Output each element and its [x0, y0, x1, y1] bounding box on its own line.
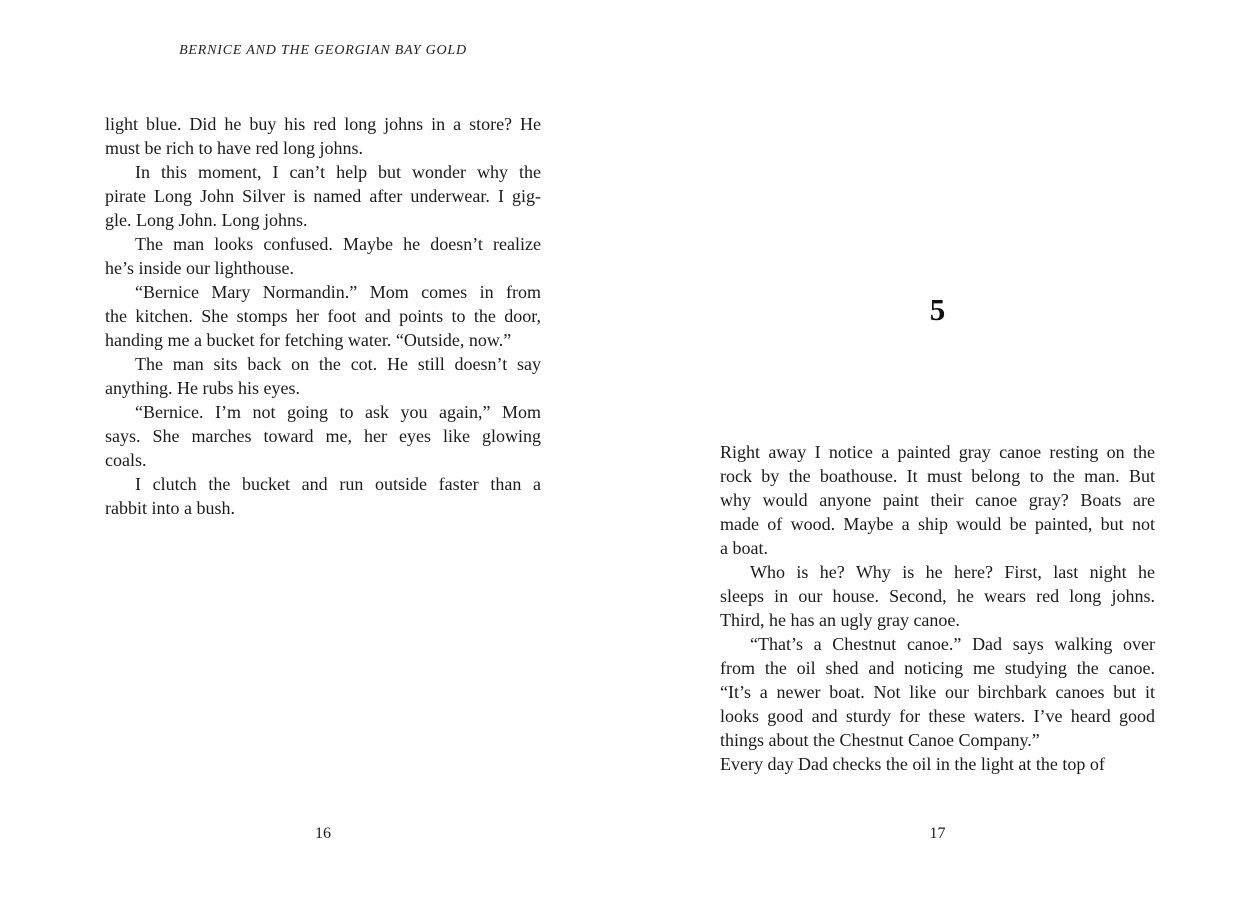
text-line: sleeps in our house. Second, he wears red long johns. — [720, 586, 1155, 606]
page-number-16: 16 — [315, 825, 331, 842]
paragraph — [720, 752, 1155, 776]
text-line: rabbit into a bush. — [105, 498, 235, 518]
paragraph — [105, 352, 541, 400]
text-line: a boat. — [720, 538, 768, 558]
page-number-17: 17 — [929, 825, 946, 842]
text-line: “Bernice. I’m not going to ask you again,” Mom — [135, 402, 541, 422]
text-line: why would anyone paint their canoe gray? Boats are — [720, 490, 1155, 510]
text-line: says. She marches toward me, her eyes like glowing — [105, 426, 541, 446]
paragraph — [720, 632, 1155, 752]
text-line: looks good and sturdy for these waters. I’ve heard good — [720, 706, 1155, 726]
text-line: from the oil shed and noticing me studying the canoe. — [720, 658, 1155, 678]
paragraph — [105, 232, 541, 280]
text-line: pirate Long John Silver is named after underwear. I gig- — [105, 186, 541, 206]
text-line: anything. He rubs his eyes. — [105, 378, 300, 398]
text-line: The man looks confused. Maybe he doesn’t realize — [135, 234, 541, 254]
text-line: “It’s a newer boat. Not like our birchbark canoes but it — [720, 682, 1155, 702]
chapter-number: 5 — [929, 292, 946, 327]
text-line: handing me a bucket for fetching water. “Outside, now.” — [105, 330, 512, 350]
text-line: “That’s a Chestnut canoe.” Dad says walking over — [750, 634, 1155, 654]
text-line: “Bernice Mary Normandin.” Mom comes in from — [135, 282, 541, 302]
paragraph — [105, 112, 541, 160]
text-line: Every day Dad checks the oil in the light at the top of — [720, 754, 1105, 774]
text-line: light blue. Did he buy his red long johns in a store? He — [105, 114, 541, 134]
text-line: I clutch the bucket and run outside faster than a — [135, 474, 541, 494]
text-line: things about the Chestnut Canoe Company.” — [720, 730, 1040, 750]
text-line: the kitchen. She stomps her foot and points to the door, — [105, 306, 541, 326]
text-line: rock by the boathouse. It must belong to the man. But — [720, 466, 1155, 486]
paragraph — [720, 560, 1155, 632]
text-line: Third, he has an ugly gray canoe. — [720, 610, 960, 630]
text-line: he’s inside our lighthouse. — [105, 258, 294, 278]
text-line: Who is he? Why is he here? First, last night he — [750, 562, 1155, 582]
text-line: gle. Long John. Long johns. — [105, 210, 308, 230]
running-header: BERNICE AND THE GEORGIAN BAY GOLD — [179, 43, 467, 58]
paragraph — [105, 400, 541, 472]
text-line: must be rich to have red long johns. — [105, 138, 363, 158]
paragraph — [105, 160, 541, 232]
page-16-body — [105, 112, 541, 520]
text-line: Right away I notice a painted gray canoe resting on the — [720, 442, 1155, 462]
page-17-body — [720, 440, 1155, 776]
text-line: In this moment, I can’t help but wonder why the — [135, 162, 541, 182]
paragraph — [720, 440, 1155, 560]
text-line: The man sits back on the cot. He still doesn’t say — [135, 354, 541, 374]
paragraph — [105, 280, 541, 352]
paragraph — [105, 472, 541, 520]
text-line: made of wood. Maybe a ship would be painted, but not — [720, 514, 1155, 534]
page-17 — [630, 0, 1260, 900]
text-line: coals. — [105, 450, 147, 470]
